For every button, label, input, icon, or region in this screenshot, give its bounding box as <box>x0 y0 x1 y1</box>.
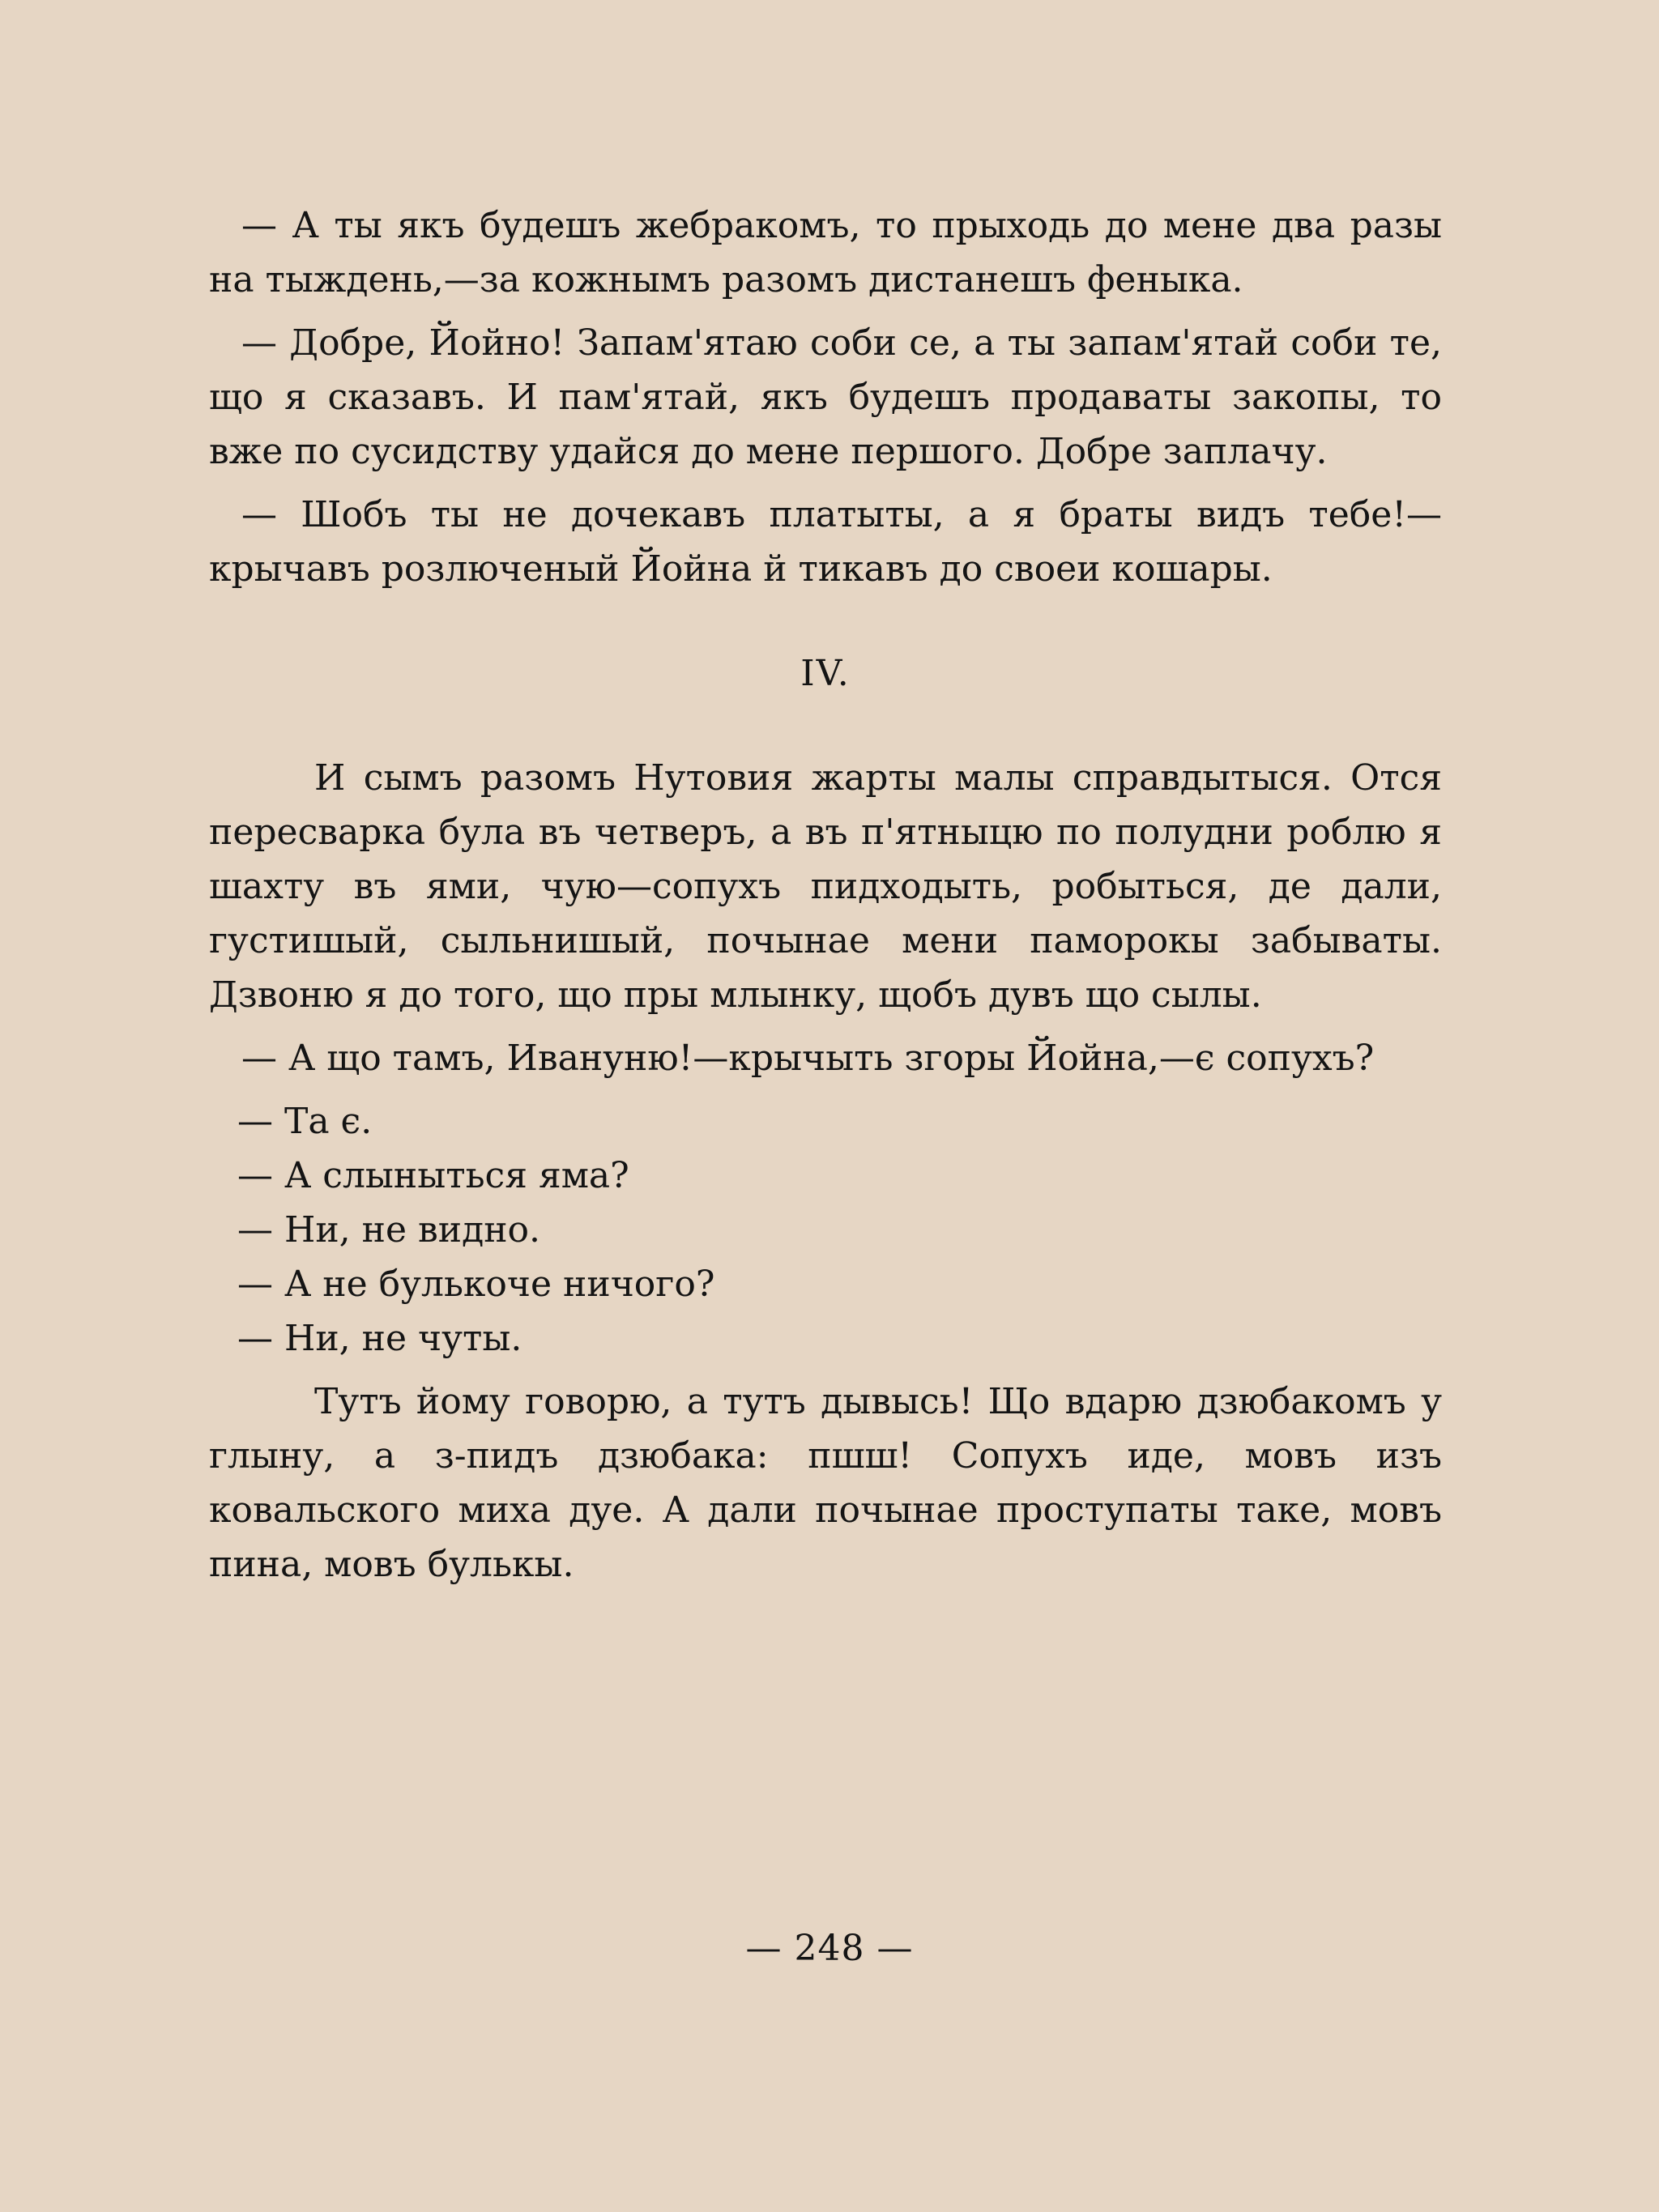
paragraph-1: — А ты якъ будешъ жебракомъ, то прыходь до мене два разы на тыждень,—за кожнымъ разомъ дистанешъ феныка. <box>209 205 1442 300</box>
page-text <box>209 198 1442 1600</box>
dialog-line-3: — Ни, не видно. <box>237 1209 540 1251</box>
final-paragraph: Тутъ йому говорю, а тутъ дывысь! Що вдарю дзюбакомъ у глыну, а з-пидъ дзюбака: пшш! Сопухъ иде, мовъ изъ ковальского миха дуе. А дали почынае проступаты таке, мовъ пина, мовъ булькы. <box>209 1381 1442 1585</box>
dialog-line-1: — Та є. <box>237 1101 373 1142</box>
dialog-line-4: — А не булькоче ничого? <box>237 1264 715 1305</box>
dialog-line-2: — А слыныться яма? <box>237 1155 629 1196</box>
paragraph-2: — Добре, Йойно! Запам'ятаю соби се, а ты запам'ятай соби те, що я сказавъ. И пам'ятай, якъ будешъ продаваты закопы, то вже по сусидству удайся до мене першого. Добре заплачу. <box>209 322 1442 472</box>
chapter-paragraph: И сымъ разомъ Нутовия жарты малы справдытыся. Отся пересварка була въ четверъ, а въ п'ятныцю по полудни роблю я шахту въ ями, чую—сопухъ пидходыть, робыться, де дали, густишый, сыльнишый, почынае мени паморокы забываты. Дзвоню я до того, що пры млынку, щобъ дувъ що сылы. <box>209 757 1442 1016</box>
dialog-first: — А що тамъ, Ивануню!—крычыть згоры Йойна,—є сопухъ? <box>241 1038 1375 1079</box>
chapter-heading: IV. <box>800 653 851 694</box>
page-number: — 248 — <box>745 1928 914 1969</box>
dialog-line-5: — Ни, не чуты. <box>237 1318 522 1359</box>
paragraph-3: — Шобъ ты не дочекавъ платыты, а я браты видъ тебе!—крычавъ розлюченый Йойна й тикавъ до своеи кошары. <box>209 494 1442 590</box>
